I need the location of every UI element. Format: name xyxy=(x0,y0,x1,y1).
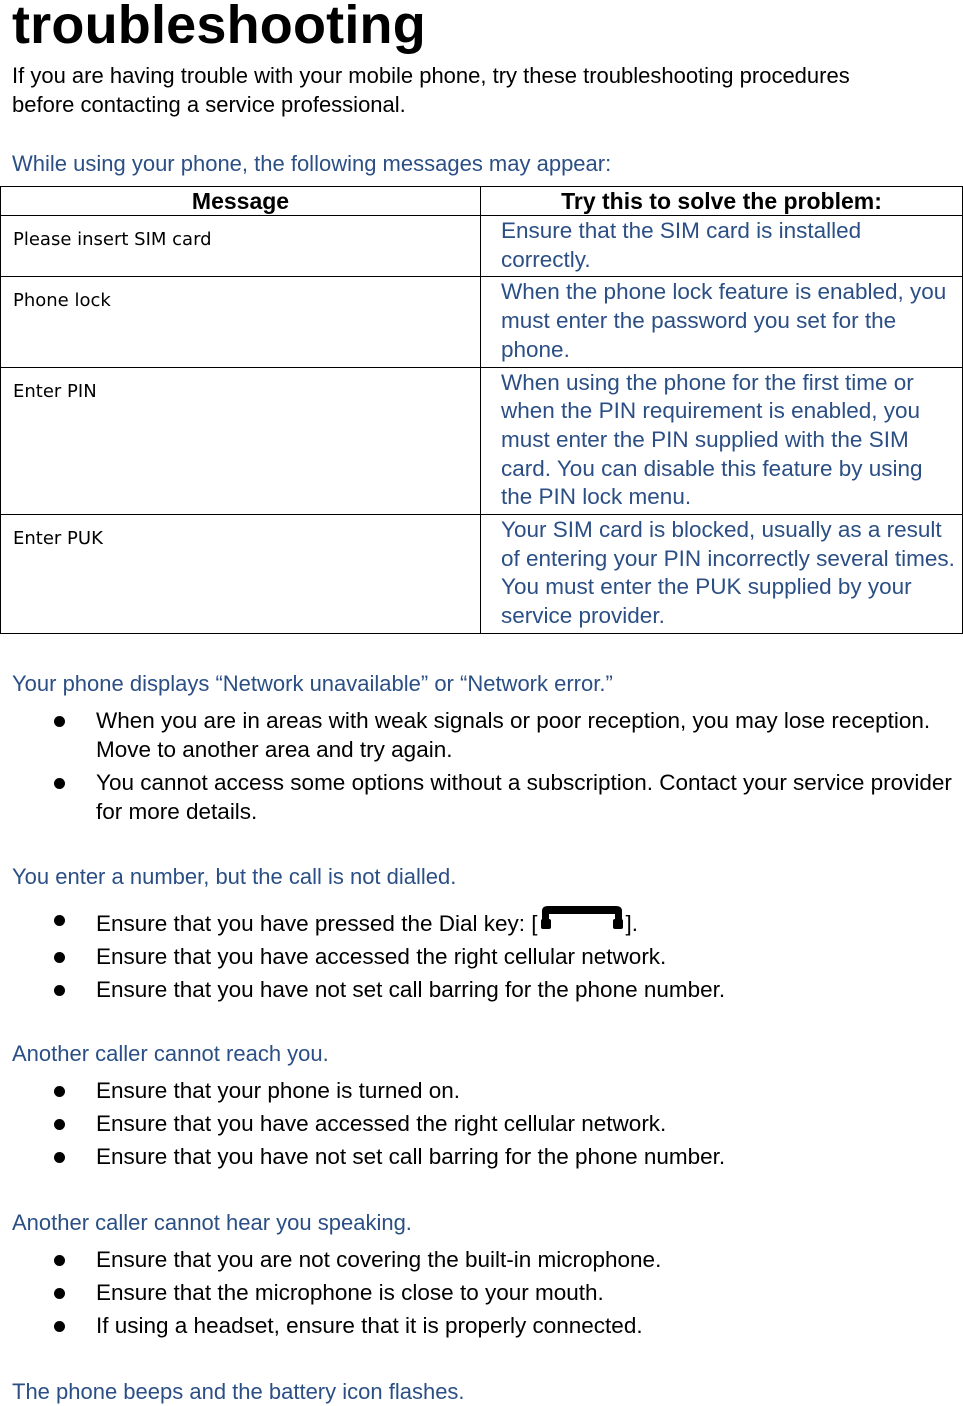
list-item: Ensure that the microphone is close to your mouth. xyxy=(0,1278,963,1307)
list-item: When you are in areas with weak signals or poor reception, you may lose reception. Move to another area and try again. xyxy=(0,706,963,764)
cannot-hear-list xyxy=(0,1245,963,1340)
bullet-icon xyxy=(54,1288,65,1299)
bullet-icon xyxy=(54,716,65,727)
table-row xyxy=(1,515,963,634)
list-item: Ensure that you have accessed the right cellular network. xyxy=(0,942,963,971)
network-error-heading: Your phone displays “Network unavailable” or “Network error.” xyxy=(12,671,613,696)
messages-section-heading: While using your phone, the following messages may appear: xyxy=(12,151,612,176)
bullet-icon xyxy=(54,915,65,926)
solution-cell: Ensure that the SIM card is installed correctly. xyxy=(481,216,963,277)
bullet-icon xyxy=(54,1119,65,1130)
bullet-icon xyxy=(54,778,65,789)
intro-paragraph: If you are having trouble with your mobile phone, try these troubleshooting procedures before contacting a service professional. xyxy=(12,63,850,117)
list-item: Ensure that you have accessed the right cellular network. xyxy=(0,1109,963,1138)
list-item: Ensure that you have not set call barring for the phone number. xyxy=(0,1142,963,1171)
list-item: Ensure that you are not covering the built-in microphone. xyxy=(0,1245,963,1274)
bullet-icon xyxy=(54,952,65,963)
messages-table xyxy=(0,186,963,634)
list-item: Ensure that you have not set call barring for the phone number. xyxy=(0,975,963,1004)
cannot-hear-heading: Another caller cannot hear you speaking. xyxy=(12,1210,412,1235)
cannot-reach-heading: Another caller cannot reach you. xyxy=(12,1041,329,1066)
call-not-dialled-heading: You enter a number, but the call is not dialled. xyxy=(12,864,457,889)
column-header-message: Message xyxy=(1,187,481,216)
bullet-icon xyxy=(54,1152,65,1163)
message-cell: Phone lock xyxy=(1,277,481,367)
bullet-icon xyxy=(54,1086,65,1097)
dial-key-icon xyxy=(539,905,625,935)
table-row xyxy=(1,277,963,367)
table-row xyxy=(1,367,963,515)
list-item: If using a headset, ensure that it is properly connected. xyxy=(0,1311,963,1340)
solution-cell: When using the phone for the first time or when the PIN requirement is enabled, you must enter the PIN supplied with the SIM card. You can disable this feature by using the PIN lock menu. xyxy=(481,367,963,515)
bullet-icon xyxy=(54,1255,65,1266)
list-item: Ensure that your phone is turned on. xyxy=(0,1076,963,1105)
message-cell: Enter PIN xyxy=(1,367,481,515)
solution-cell: When the phone lock feature is enabled, you must enter the password you set for the phone. xyxy=(481,277,963,367)
bullet-icon xyxy=(54,1321,65,1332)
page-title: troubleshooting xyxy=(12,0,426,55)
column-header-solution: Try this to solve the problem: xyxy=(481,187,963,216)
battery-heading: The phone beeps and the battery icon flashes. xyxy=(12,1379,465,1404)
message-cell: Please insert SIM card xyxy=(1,216,481,277)
cannot-reach-list xyxy=(0,1076,963,1171)
list-item: You cannot access some options without a subscription. Contact your service provider for more details. xyxy=(0,768,963,826)
list-item: Ensure that you have pressed the Dial key: [ ]. xyxy=(0,905,963,938)
network-error-list xyxy=(0,706,963,826)
table-header-row xyxy=(1,187,963,216)
solution-cell: Your SIM card is blocked, usually as a result of entering your PIN incorrectly several times. You must enter the PUK supplied by your service provider. xyxy=(481,515,963,634)
table-row xyxy=(1,216,963,277)
call-not-dialled-list xyxy=(0,905,963,1004)
message-cell: Enter PUK xyxy=(1,515,481,634)
bullet-icon xyxy=(54,985,65,996)
